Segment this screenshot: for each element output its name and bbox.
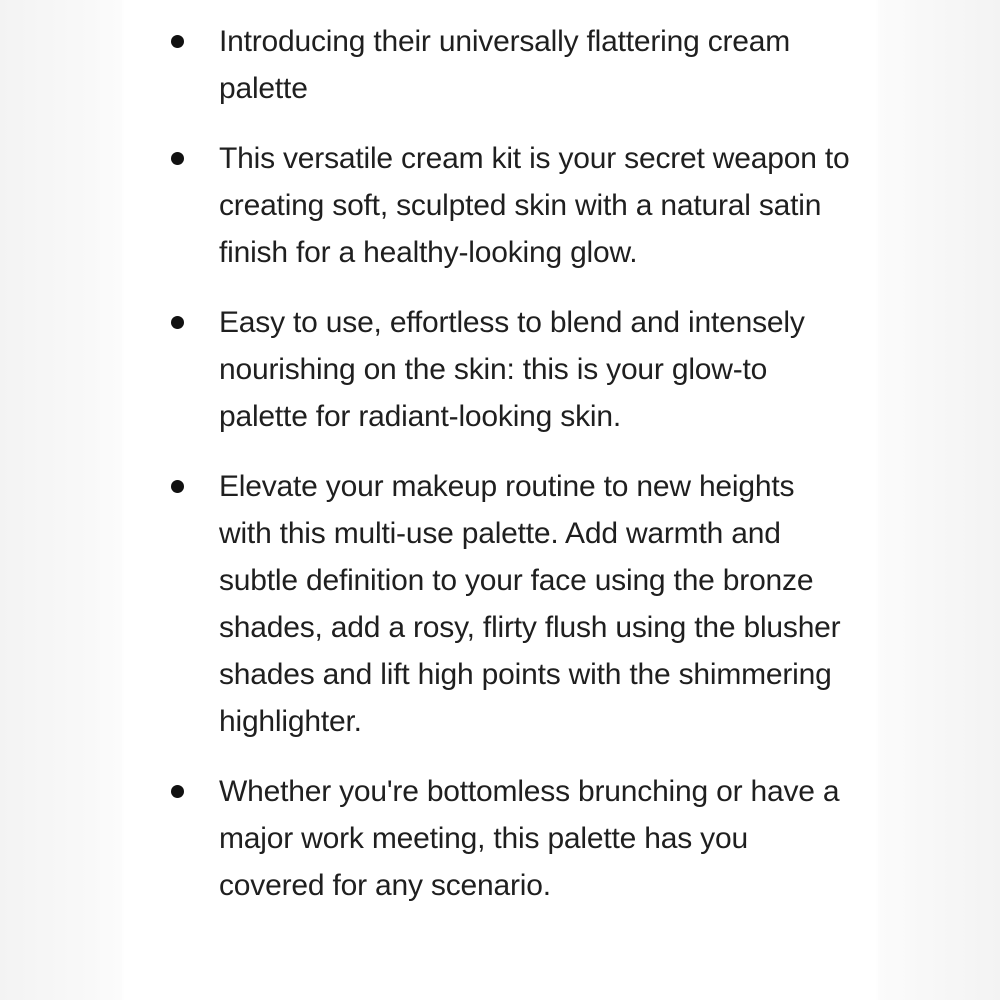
bullet-dot-icon bbox=[171, 785, 184, 798]
feature-bullet-text: Whether you're bottomless brunching or have a major work meeting, this palette has you covered for any scenario. bbox=[219, 775, 840, 902]
bullet-dot-icon bbox=[171, 152, 184, 165]
feature-bullet-item bbox=[0, 135, 1000, 276]
bullet-dot-icon bbox=[171, 480, 184, 493]
feature-bullet-item bbox=[0, 299, 1000, 440]
feature-bullet-text: Introducing their universally flattering cream palette bbox=[219, 25, 791, 105]
bullet-dot-icon bbox=[171, 316, 184, 329]
feature-bullet-text: Easy to use, effortless to blend and intensely nourishing on the skin: this is your glow-to palette for radiant-looking skin. bbox=[219, 306, 805, 433]
product-description bbox=[0, 18, 1000, 932]
feature-bullet-item bbox=[0, 18, 1000, 112]
feature-bullet-item bbox=[0, 463, 1000, 745]
bullet-dot-icon bbox=[171, 35, 184, 48]
feature-bullet-text: Elevate your makeup routine to new heights with this multi-use palette. Add warmth and subtle definition to your face using the bronze shades, add a rosy, flirty flush using the blusher shades and lift high points with the shimmering highlighter. bbox=[219, 470, 841, 738]
feature-bullet-list bbox=[0, 18, 1000, 909]
feature-bullet-item bbox=[0, 768, 1000, 909]
feature-bullet-text: This versatile cream kit is your secret weapon to creating soft, sculpted skin with a natural satin finish for a healthy-looking glow. bbox=[219, 142, 850, 269]
